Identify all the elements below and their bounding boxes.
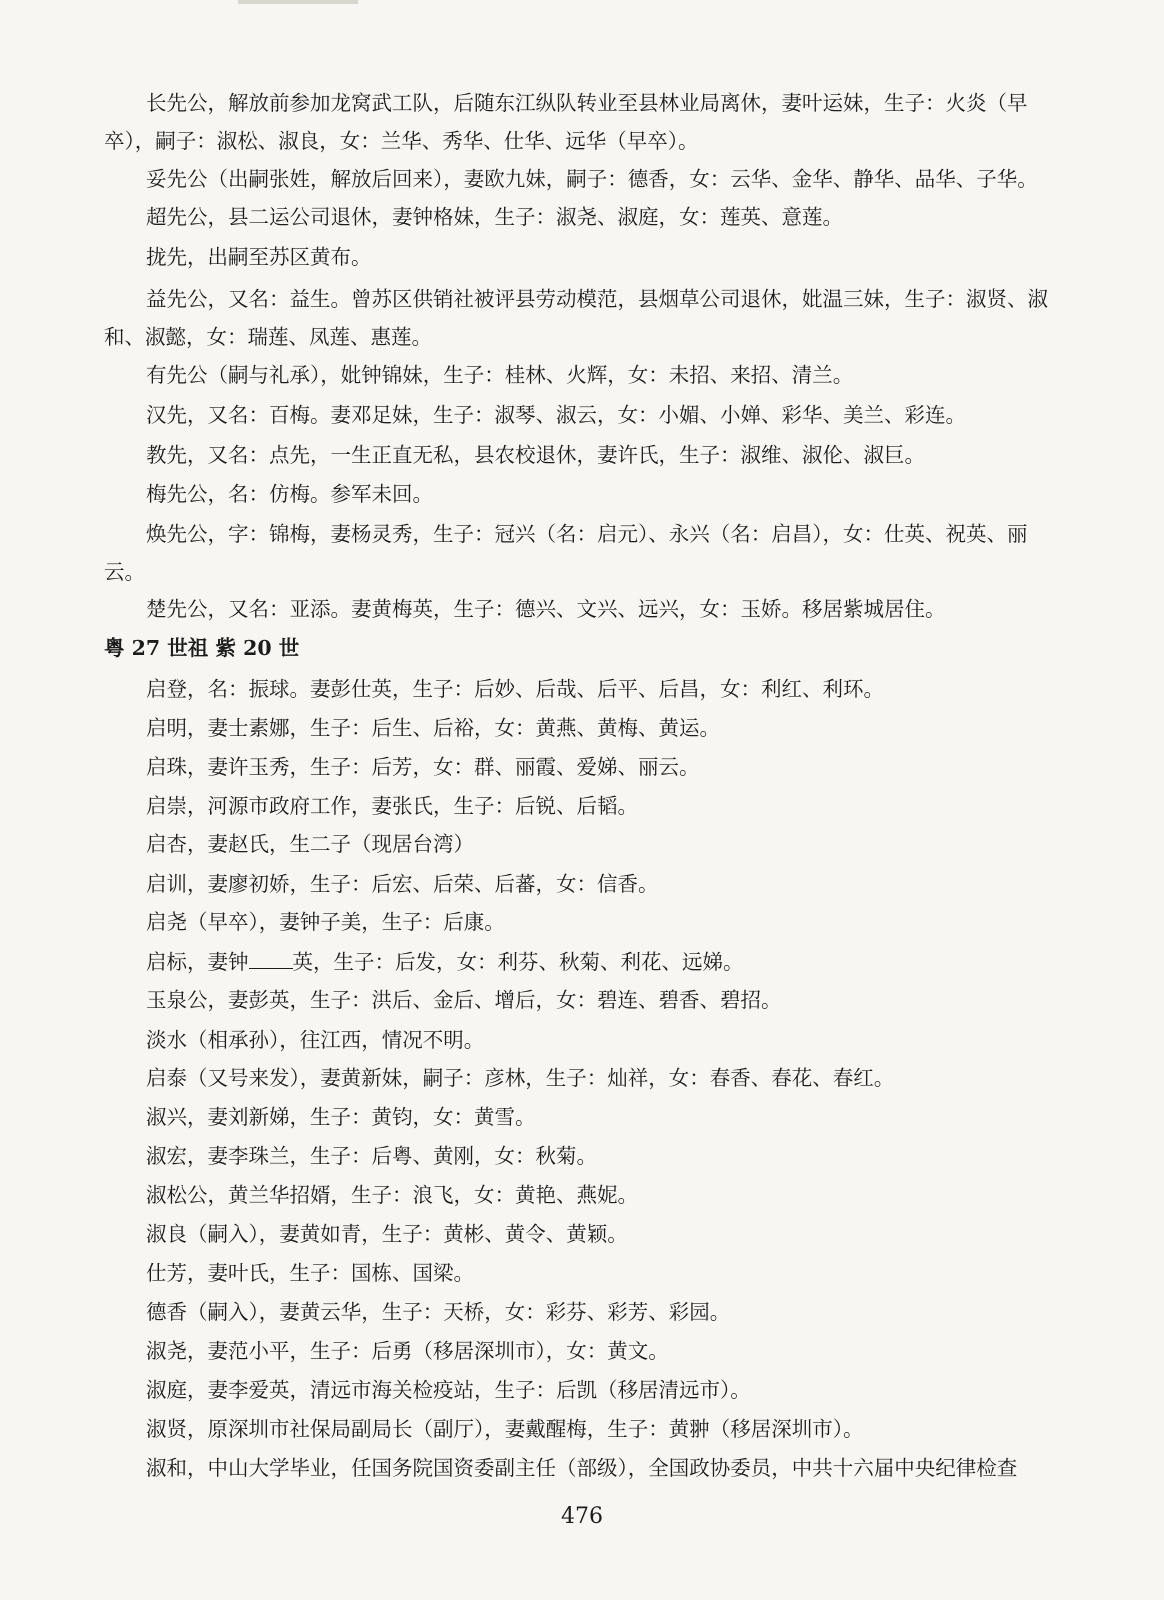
entry-paragraph: 梅先公，名：仿梅。参军未回。 (146, 482, 433, 506)
entry-paragraph: 教先，又名：点先，一生正直无私，县农校退休，妻许氏，生子：淑维、淑伦、淑巨。 (146, 443, 925, 467)
entry-text: 启标，妻钟 (146, 950, 249, 974)
entry-paragraph: 楚先公，又名：亚添。妻黄梅英，生子：德兴、文兴、远兴，女：玉娇。移居紫城居住。 (146, 597, 946, 621)
entry-paragraph: 淑贤，原深圳市社保局副局长（副厅），妻戴醒梅，生子：黄翀（移居深圳市）。 (146, 1417, 864, 1441)
entry-paragraph: 启泰（又号来发），妻黄新妹，嗣子：彦林，生子：灿祥，女：春香、春花、春红。 (146, 1066, 895, 1090)
entry-paragraph: 长先公，解放前参加龙窝武工队，后随东江纵队转业至县林业局离休，妻叶运妹，生子：火炎（早卒），嗣子：淑松、淑良，女：兰华、秀华、仕华、远华（早卒）。 (104, 91, 1028, 153)
entry-paragraph: 淑兴，妻刘新娣，生子：黄钧，女：黄雪。 (146, 1105, 536, 1129)
page-number: 476 (561, 1504, 603, 1529)
entry-paragraph: 淑和，中山大学毕业，任国务院国资委副主任（部级），全国政协委员，中共十六届中央纪律检查 (146, 1456, 1018, 1480)
entry-paragraph: 超先公，县二运公司退休，妻钟格妹，生子：淑尧、淑庭，女：莲英、意莲。 (146, 205, 843, 229)
entry-paragraph: 拢先，出嗣至苏区黄布。 (146, 245, 372, 269)
entry-paragraph: 玉泉公，妻彭英，生子：洪后、金后、增后，女：碧连、碧香、碧招。 (146, 988, 782, 1012)
entry-paragraph: 淑宏，妻李珠兰，生子：后粤、黄刚，女：秋菊。 (146, 1144, 597, 1168)
entry-paragraph: 淑尧，妻范小平，生子：后勇（移居深圳市），女：黄文。 (146, 1339, 669, 1363)
entry-paragraph: 淑庭，妻李爱英，清远市海关检疫站，生子：后凯（移居清远市）。 (146, 1378, 751, 1402)
entry-paragraph: 有先公（嗣与礼承），妣钟锦妹，生子：桂林、火辉，女：未招、来招、清兰。 (146, 363, 854, 387)
entry-paragraph: 益先公，又名：益生。曾苏区供销社被评县劳动模范，县烟草公司退休，妣温三妹，生子：淑贤、淑和、淑懿，女：瑞莲、凤莲、惠莲。 (104, 287, 1048, 349)
entry-paragraph: 启训，妻廖初娇，生子：后宏、后荣、后蕃，女：信香。 (146, 872, 659, 896)
entry-paragraph: 启明，妻士素娜，生子：后生、后裕，女：黄燕、黄梅、黄运。 (146, 716, 720, 740)
entry-paragraph (104, 943, 1052, 981)
entry-paragraph: 妥先公（出嗣张姓，解放后回来），妻欧九妹，嗣子：德香，女：云华、金华、静华、品华、子华。 (146, 167, 1038, 191)
entry-paragraph: 焕先公，字：锦梅，妻杨灵秀，生子：冠兴（名：启元）、永兴（名：启昌），女：仕英、祝英、丽云。 (104, 522, 1028, 584)
entry-paragraph: 汉先，又名：百梅。妻邓足妹，生子：淑琴、淑云，女：小媚、小婵、彩华、美兰、彩连。 (146, 403, 966, 427)
entry-paragraph: 启珠，妻许玉秀，生子：后芳，女：群、丽霞、爱娣、丽云。 (146, 755, 700, 779)
entry-paragraph: 仕芳，妻叶氏，生子：国栋、国梁。 (146, 1261, 474, 1285)
entry-paragraph: 启尧（早卒），妻钟子美，生子：后康。 (146, 910, 505, 934)
entry-paragraph: 启杏，妻赵氏，生二子（现居台湾） (146, 832, 474, 856)
entry-paragraph: 淑良（嗣入），妻黄如青，生子：黄彬、黄令、黄颖。 (146, 1222, 628, 1246)
entry-paragraph: 淡水（相承孙），往江西，情况不明。 (146, 1028, 485, 1052)
entry-paragraph: 德香（嗣入），妻黄云华，生子：天桥，女：彩芬、彩芳、彩园。 (146, 1300, 731, 1324)
entry-paragraph: 启登，名：振球。妻彭仕英，生子：后妙、后哉、后平、后昌，女：利红、利环。 (146, 677, 884, 701)
section-heading: 粤 27 世祖 紫 20 世 (104, 636, 300, 660)
entry-text: 英，生子：后发，女：利芬、秋菊、利花、远娣。 (292, 950, 744, 974)
entry-paragraph: 淑松公，黄兰华招婿，生子：浪飞，女：黄艳、燕妮。 (146, 1183, 638, 1207)
blank-underline (249, 950, 293, 969)
scan-artifact (238, 0, 358, 4)
entry-paragraph: 启崇，河源市政府工作，妻张氏，生子：后锐、后韬。 (146, 794, 638, 818)
